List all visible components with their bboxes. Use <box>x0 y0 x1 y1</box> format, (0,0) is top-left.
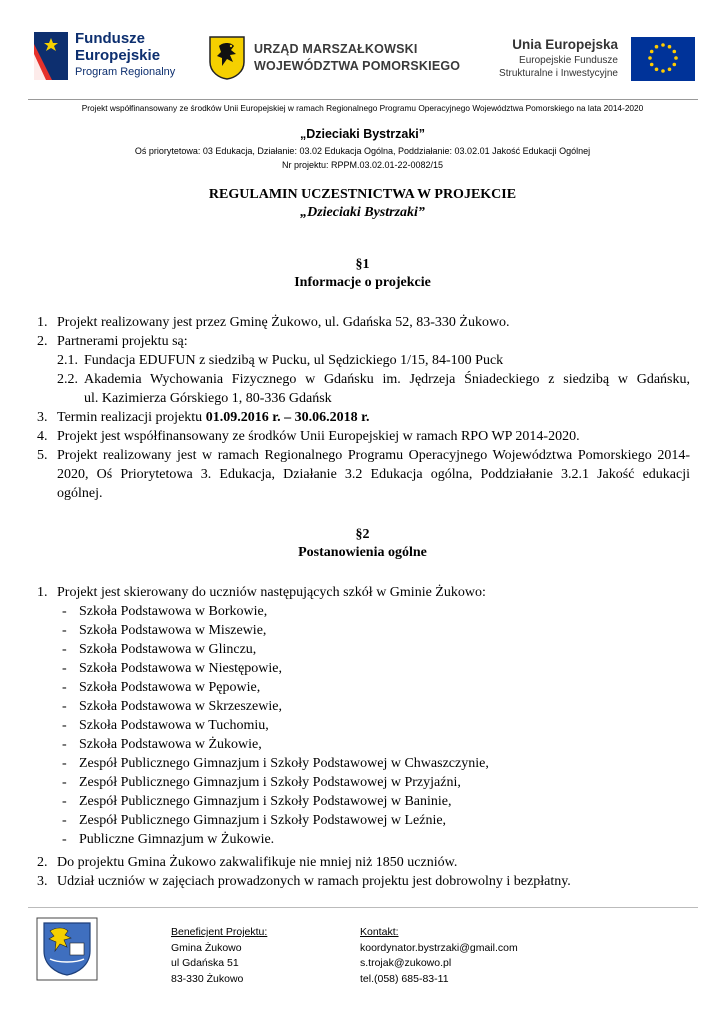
school-dash: - <box>62 813 67 828</box>
section2-heading: Postanowienia ogólne <box>298 545 427 560</box>
list-item-number: 2. <box>37 855 48 870</box>
fe-logo-line2: Europejskie <box>75 47 161 64</box>
contact-email-1[interactable]: koordynator.bystrzaki@gmail.com <box>360 941 518 954</box>
list-item-number: 2.2. <box>57 372 78 387</box>
list-item-text: Projekt jest współfinansowany ze środków Unii Europejskiej w ramach RPO WP 2014-2020. <box>57 429 580 444</box>
eu-flag-icon <box>631 37 695 81</box>
beneficiary-name: Gmina Żukowo <box>171 941 242 954</box>
list-item-text: ul. Kazimierza Górskiego 1, 80-336 Gdańsk <box>84 391 332 406</box>
school-dash: - <box>62 756 67 771</box>
list-item-text <box>57 408 370 427</box>
school-dash: - <box>62 699 67 714</box>
list-item-number: 3. <box>37 874 48 889</box>
school-dash: - <box>62 737 67 752</box>
list-item-number: 4. <box>37 429 48 444</box>
term-dates: 01.09.2016 r. – 30.06.2018 r. <box>205 410 370 425</box>
fe-logo-line1: Fundusze <box>75 30 145 47</box>
list-item-text: Udział uczniów w zajęciach prowadzonych w ramach projektu jest dobrowolny i bezpłatny. <box>57 874 571 889</box>
list-item-number: 2. <box>37 334 48 349</box>
beneficiary-block <box>171 925 267 987</box>
school-item: Szkoła Podstawowa w Miszewie, <box>79 623 267 638</box>
school-dash: - <box>62 794 67 809</box>
school-dash: - <box>62 623 67 638</box>
list-item-number: 5. <box>37 448 48 463</box>
school-item: Szkoła Podstawowa w Tuchomiu, <box>79 718 269 733</box>
gmina-zukowo-crest-icon <box>36 917 98 981</box>
school-dash: - <box>62 718 67 733</box>
project-name: „Dzieciaki Bystrzaki” <box>299 127 426 141</box>
priority-line: Oś priorytetowa: 03 Edukacja, Działanie: 03.02 Edukacja Ogólna, Poddziałanie: 03.02.01 Jakość Edukacji Ogólnej <box>134 146 591 156</box>
school-dash: - <box>62 661 67 676</box>
contact-email-2[interactable]: s.trojak@zukowo.pl <box>360 957 452 969</box>
school-dash: - <box>62 680 67 695</box>
header-divider <box>28 99 698 100</box>
school-item: Szkoła Podstawowa w Żukowie, <box>79 737 262 752</box>
document-title: REGULAMIN UCZESTNICTWA W PROJEKCIE <box>208 187 517 202</box>
fundusze-europejskie-logo <box>32 28 182 86</box>
fe-flag-icon <box>32 30 70 82</box>
section2-mark: §2 <box>355 527 370 542</box>
list-item-number: 1. <box>37 315 48 330</box>
school-dash: - <box>62 642 67 657</box>
school-dash: - <box>62 604 67 619</box>
school-item: Szkoła Podstawowa w Niestępowie, <box>79 661 282 676</box>
ue-logo-line3: Strukturalne i Inwestycyjne <box>499 68 618 79</box>
pomorskie-griffin-crest-icon <box>209 36 245 80</box>
list-item-text: Projekt jest skierowany do uczniów następujących szkół w Gminie Żukowo: <box>57 585 486 600</box>
school-item: Publiczne Gimnazjum w Żukowie. <box>79 832 275 847</box>
financing-note: Projekt współfinansowany ze środków Unii Europejskiej w ramach Regionalnego Programu Operacyjnego Województwa Pomorskiego na lata 2014-2020 <box>81 103 644 113</box>
list-item-number: 2.1. <box>57 353 78 368</box>
urzad-marszalkowski-logo <box>209 36 459 84</box>
contact-label: Kontakt: <box>360 926 399 938</box>
list-item-text: Fundacja EDUFUN z siedzibą w Pucku, ul Sędzickiego 1/15, 84-100 Puck <box>84 353 504 368</box>
um-logo-line1: URZĄD MARSZAŁKOWSKI <box>254 42 418 56</box>
list-item-text: Projekt realizowany jest przez Gminę Żukowo, ul. Gdańska 52, 83-330 Żukowo. <box>57 315 510 330</box>
fe-logo-line3: Program Regionalny <box>75 66 176 78</box>
beneficiary-label: Beneficjent Projektu: <box>171 926 268 938</box>
school-item: Szkoła Podstawowa w Skrzeszewie, <box>79 699 282 714</box>
school-item: Zespół Publicznego Gimnazjum i Szkoły Podstawowej w Chwaszczynie, <box>79 756 489 771</box>
list-item-number: 1. <box>37 585 48 600</box>
list-item-text: Akademia Wychowania Fizycznego w Gdańsku im. Jędrzeja Śniadeckiego z siedzibą w Gdańsku, <box>84 372 690 387</box>
unia-europejska-logo <box>488 36 698 88</box>
contact-phone: tel.(058) 685-83-11 <box>360 972 449 985</box>
section1-mark: §1 <box>355 257 370 272</box>
school-dash: - <box>62 832 67 847</box>
list-item-text: Do projektu Gmina Żukowo zakwalifikuje nie mniej niż 1850 uczniów. <box>57 855 458 870</box>
ue-logo-line2: Europejskie Fundusze <box>519 55 618 66</box>
school-item: Szkoła Podstawowa w Borkowie, <box>79 604 268 619</box>
school-item: Szkoła Podstawowa w Pępowie, <box>79 680 261 695</box>
school-item: Zespół Publicznego Gimnazjum i Szkoły Podstawowej w Baninie, <box>79 794 452 809</box>
beneficiary-street: ul Gdańska 51 <box>171 957 239 969</box>
list-item-text: 2020, Oś Priorytetowa 3. Edukacja, Działanie 3.2 Edukacja ogólna, Poddziałanie 3.2.1 Jakość edukacji <box>57 467 690 482</box>
term-label: Termin realizacji projektu <box>57 410 206 425</box>
list-item-number: 3. <box>37 410 48 425</box>
list-item-text: Projekt realizowany jest w ramach Regionalnego Programu Operacyjnego Województwa Pomorskiego 2014- <box>57 448 690 463</box>
school-dash: - <box>62 775 67 790</box>
footer-divider <box>28 907 698 908</box>
section1-heading: Informacje o projekcie <box>294 275 431 290</box>
school-item: Zespół Publicznego Gimnazjum i Szkoły Podstawowej w Leźnie, <box>79 813 447 828</box>
beneficiary-city: 83-330 Żukowo <box>171 972 244 985</box>
school-item: Zespół Publicznego Gimnazjum i Szkoły Podstawowej w Przyjaźni, <box>79 775 461 790</box>
project-number: Nr projektu: RPPM.03.02.01-22-0082/15 <box>281 160 444 170</box>
ue-logo-line1: Unia Europejska <box>512 37 618 52</box>
school-item: Szkoła Podstawowa w Glinczu, <box>79 642 257 657</box>
document-subtitle: „Dzieciaki Bystrzaki” <box>300 205 425 220</box>
um-logo-line2: WOJEWÓDZTWA POMORSKIEGO <box>254 59 461 73</box>
list-item-text: Partnerami projektu są: <box>57 334 188 349</box>
contact-block <box>360 925 518 987</box>
list-item-text: ogólnej. <box>57 486 103 501</box>
